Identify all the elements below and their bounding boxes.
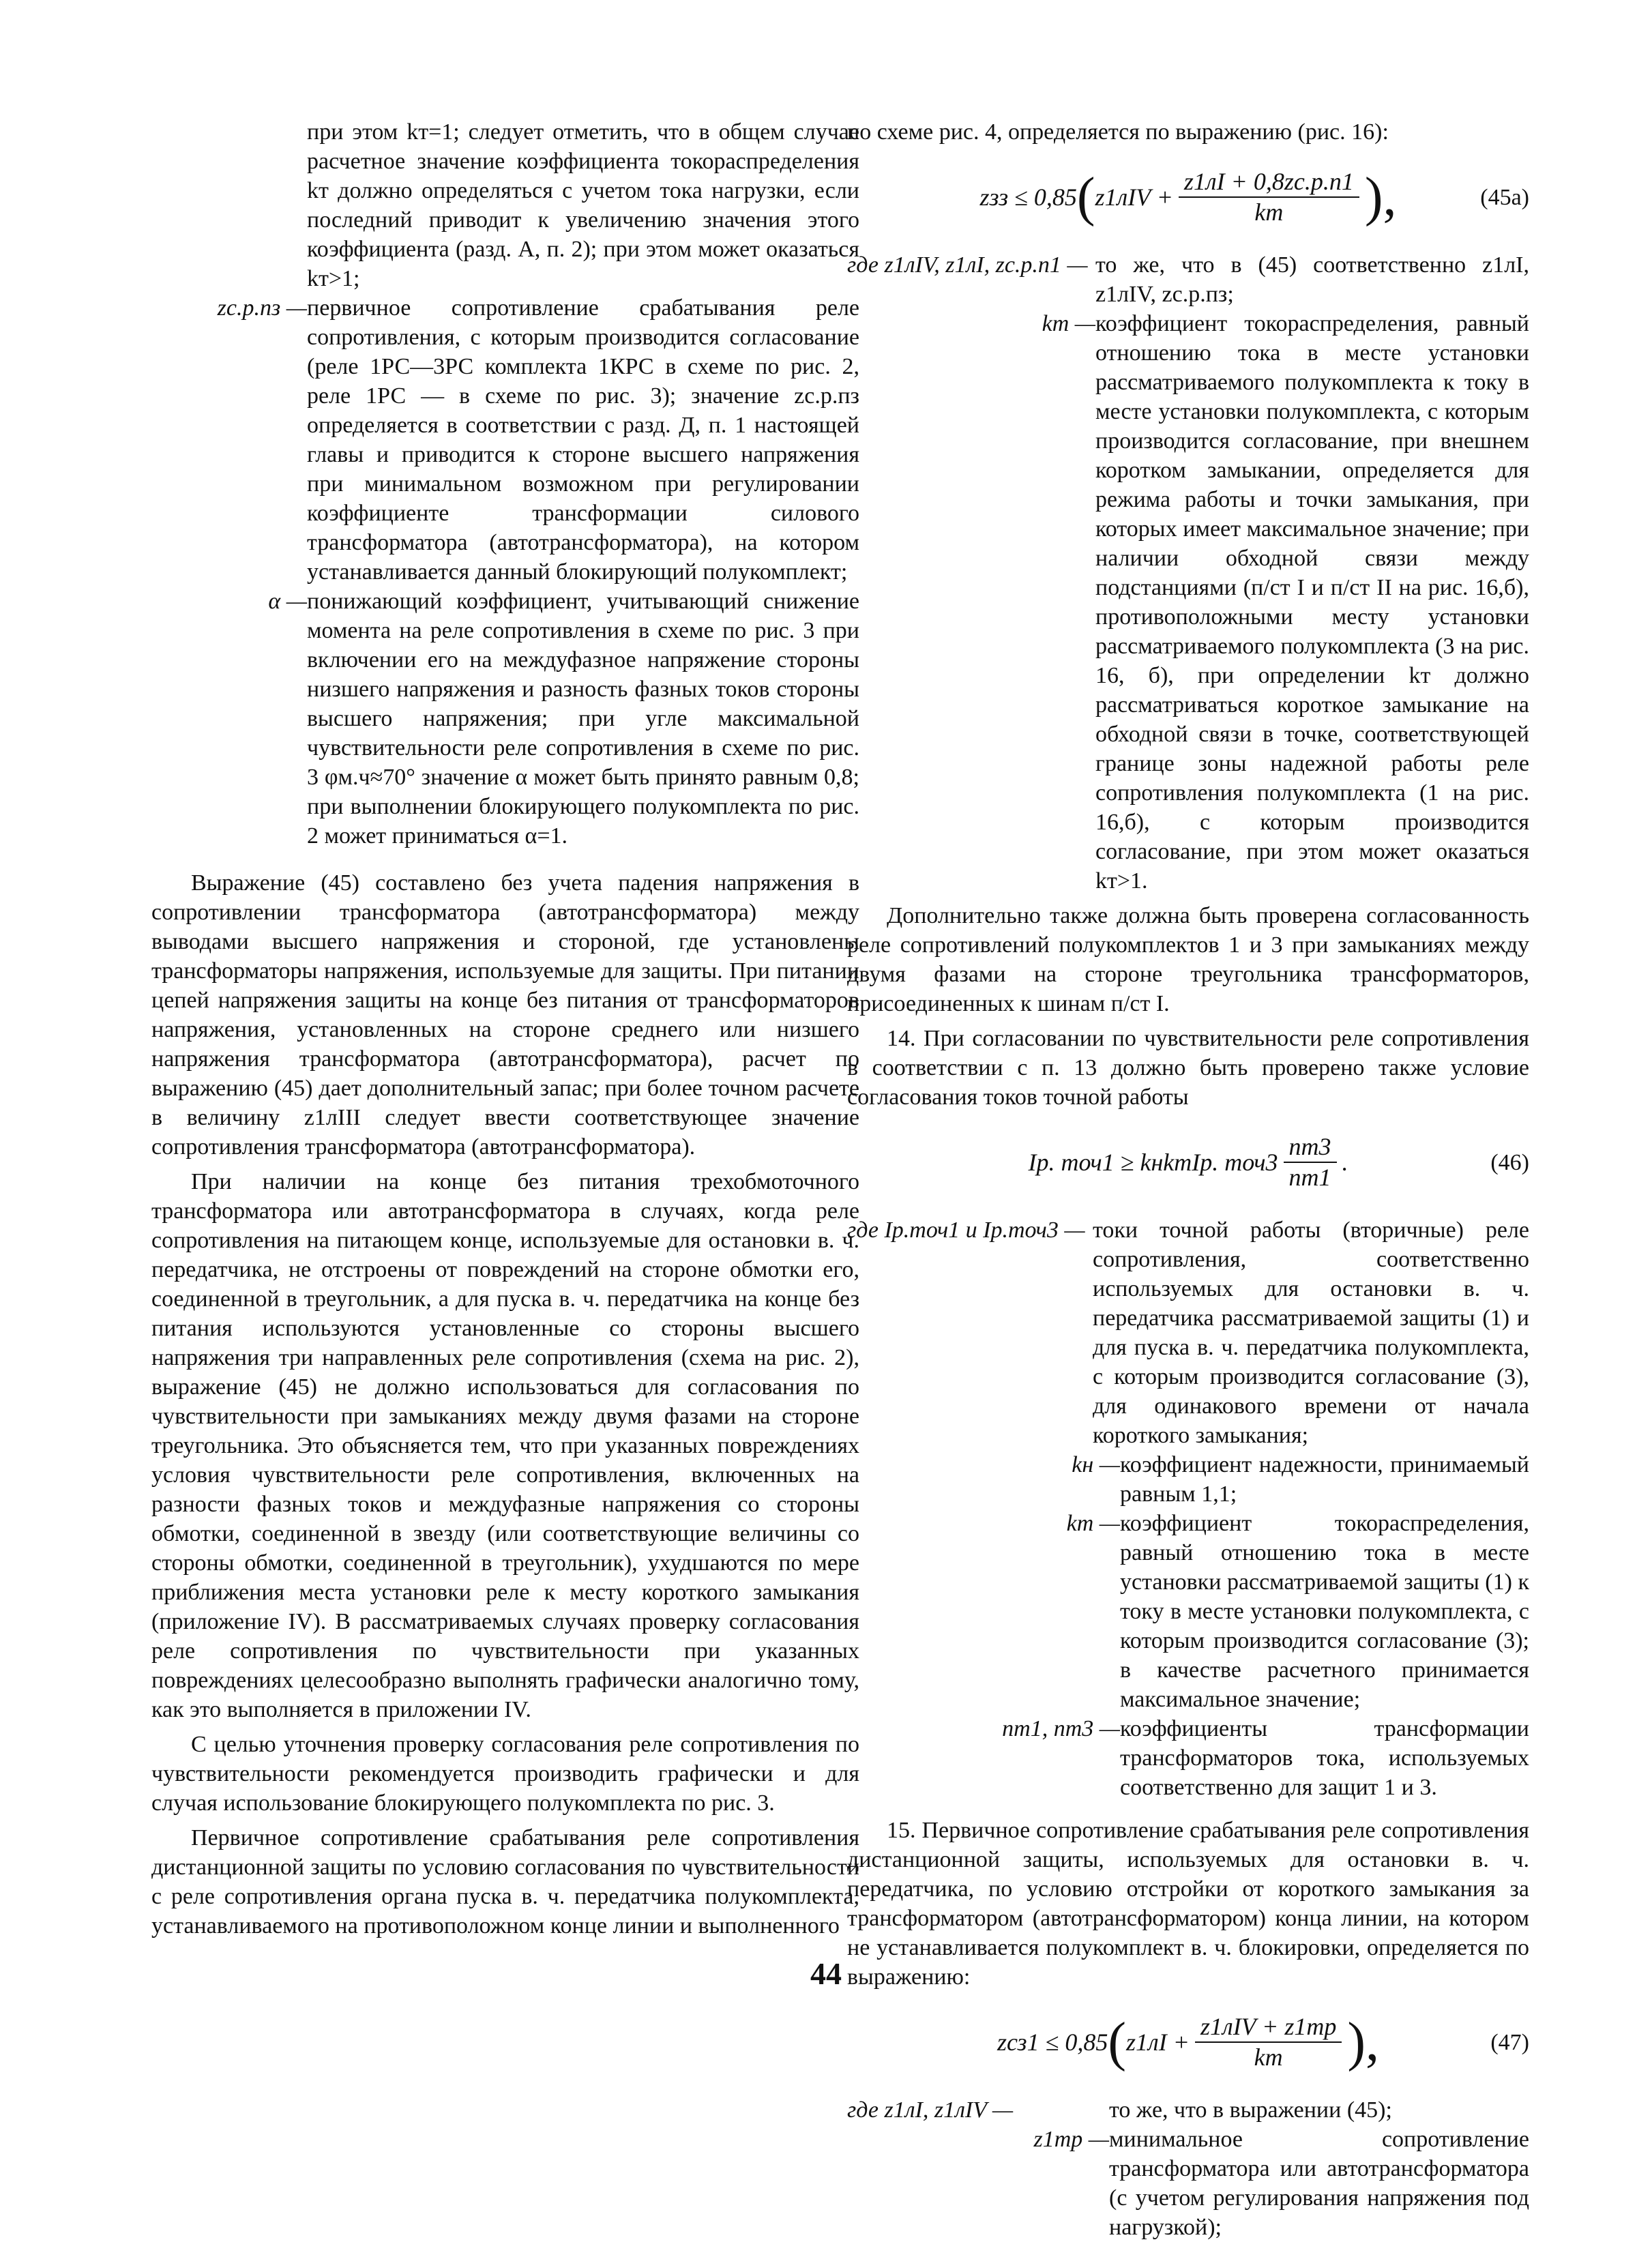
equation-number: (46) bbox=[1490, 1149, 1529, 1175]
definition-term: kт — bbox=[1066, 1511, 1120, 1536]
definition-text: первичное сопротивление срабатывания реле сопротивления, с которым производится согласование (реле 1РС—3РС комплекта 1КРС в схеме по рис. 2, реле 1РС — в схеме по рис. 3); значение zс.р.пз определяется в соответствии с разд. Д, п. 1 настоящей главы и приводится к стороне высшего напряжения при минимальном возможном при регулировании коэффициенте трансформации силового трансформатора (автотрансформатора), на котором устанавливается данный блокирующий полукомплект; bbox=[307, 295, 859, 585]
fraction bbox=[1179, 167, 1359, 227]
definition-text: коэффициент токораспределения, равный отношению тока в месте установки рассматриваемого полукомплекта к току в месте установки полукомплекта, с которым производится согласование, при внешнем коротком замыкании, определяется для режима работы и точки замыкания, при которых имеет максимальное значение; при наличии обходной связи между подстанциями (п/ст I и п/ст II на рис. 16,б), противоположными месту установки рассматриваемого полукомплекта (3 на рис. 16, б), при определении kт должно рассматриваться короткое замыкание на обходной связи в точке, соответствующей границе зоны надежной работы реле сопротивления полукомплекта (1 на рис. 16,б), с которым производится согласование, при этом может оказаться kт>1. bbox=[1095, 311, 1529, 894]
definition-text: коэффициенты трансформации трансформаторов тока, используемых соответственно для защит 1 и 3. bbox=[1120, 1716, 1529, 1800]
formula-end: . bbox=[1342, 1148, 1348, 1176]
numerator: z1лIV + z1тр bbox=[1195, 2012, 1342, 2043]
definition-term: где Iр.точ1 и Iр.точ3 — bbox=[847, 1218, 1085, 1243]
definition-term: где z1лIV, z1лI, zс.р.п1 — bbox=[847, 252, 1088, 278]
definition-text: то же, что в выражении (45); bbox=[1109, 2097, 1392, 2123]
fraction bbox=[1284, 1132, 1337, 1192]
denominator: kт bbox=[1254, 2044, 1283, 2071]
denominator: nт1 bbox=[1288, 1164, 1331, 1191]
right-column bbox=[847, 117, 1529, 2242]
paragraph: 15. Первичное сопротивление срабатывания реле сопротивления дистанционной защиты, используемых для остановки в. ч. передатчика, по условию отстройки от короткого замыкания за трансформатором (автотрансформатором) конца линии, на котором не устанавливается полукомплект в. ч. блокировки, определяется по выражению: bbox=[847, 1818, 1529, 1990]
equation-number: (47) bbox=[1490, 2029, 1529, 2055]
definition-kn bbox=[847, 1450, 1529, 1509]
definition-text: токи точной работы (вторичные) реле сопротивления, соответственно используемых для остановки в. ч. передатчика рассматриваемой защиты (1) и для пуска в. ч. передатчика полукомплекта, с которым производится согласование (3), для одинакового времени от начала короткого замыкания; bbox=[1093, 1218, 1529, 1448]
definition-where-47 bbox=[847, 2095, 1529, 2125]
right-paren: ), bbox=[1364, 167, 1397, 227]
formula-47 bbox=[847, 2001, 1529, 2083]
definition-text: то же, что в (45) соответственно z1лI, z1лIV, zс.р.пз; bbox=[1095, 252, 1529, 307]
formula-45a bbox=[847, 156, 1529, 238]
left-paren: ( bbox=[1076, 167, 1095, 227]
left-column bbox=[151, 117, 859, 1946]
definition-term: z1тр — bbox=[1033, 2127, 1109, 2152]
left-paren: ( bbox=[1108, 2012, 1126, 2072]
definition-term: kн — bbox=[1072, 1452, 1120, 1477]
page-number: 44 bbox=[810, 1956, 842, 1991]
definition-kt-2 bbox=[847, 1509, 1529, 1714]
definition-zcrpz bbox=[151, 293, 859, 587]
definition-where-46 bbox=[847, 1215, 1529, 1450]
paragraph: по схеме рис. 4, определяется по выражению (рис. 16): bbox=[847, 119, 1389, 145]
fraction bbox=[1195, 2012, 1342, 2072]
definition-alpha bbox=[151, 587, 859, 851]
definition-text: понижающий коэффициент, учитывающий снижение момента на реле сопротивления в схеме по рис. 3 при включении его на междуфазное напряжение стороны низшего напряжения и разность фазных токов стороны высшего напряжения; при угле максимальной чувствительности реле сопротивления в схеме по рис. 3 φм.ч≈70° значение α может быть принято равным 0,8; при выполнении блокирующего полукомплекта по рис. 2 может приниматься α=1. bbox=[307, 589, 859, 849]
definition-kt-continuation: при этом kт=1; следует отметить, что в общем случае расчетное значение коэффициента токораспределения kт должно определяться с учетом тока нагрузки, если последний приводит к увеличению значения этого коэффициента (разд. А, п. 2); при этом может оказаться kт>1; bbox=[307, 119, 859, 291]
numerator: z1лI + 0,8zс.р.п1 bbox=[1179, 167, 1359, 198]
definition-text: коэффициент надежности, принимаемый равным 1,1; bbox=[1120, 1452, 1529, 1507]
definition-term: zс.р.пз — bbox=[217, 295, 307, 321]
formula-term: z1лIV + bbox=[1095, 183, 1173, 211]
paragraph: Выражение (45) составлено без учета падения напряжения в сопротивлении трансформатора (автотрансформатора) между выводами высшего напряжения и стороной, где установлены трансформаторы напряжения, используемые для защиты. При питании цепей напряжения защиты на конце без питания от трансформаторов напряжения, установленных на стороне среднего или низшего напряжения трансформатора (автотрансформатора), расчет по выражению (45) дает дополнительный запас; при более точном расчете в величину z1лIII следует ввести соответствующее значение сопротивления трансформатора (автотрансформатора). bbox=[151, 870, 859, 1160]
definition-text: коэффициент токораспределения, равный отношению тока в месте установки рассматриваемой защиты (1) к току в месте установки полукомплекта, с которым производится согласование (3); в качестве расчетного принимается максимальное значение; bbox=[1120, 1511, 1529, 1712]
paragraph: При наличии на конце без питания трехобмоточного трансформатора или автотрансформатора в случаях, когда реле сопротивления на питающем конце, используемые для остановки в. ч. передатчика, не отстроены от повреждений на стороне обмотки его, соединенной в треугольник, а для пуска в. ч. передатчика на конце без питания используются установленные со стороны высшего напряжения три направленных реле сопротивления (схема на рис. 2), выражение (45) не должно использоваться для согласования по чувствительности при замыканиях между двумя фазами на стороне треугольника. Это объясняется тем, что при указанных повреждениях условия чувствительности реле сопротивления, включенных на разности фазных токов и междуфазные напряжения со стороны обмотки, соединенной в звезду (или соответствующие величины со стороны обмотки, соединенной в треугольник), ухудшаются по мере приближения места установки реле к месту короткого замыкания (приложение IV). В рассматриваемых случаях проверку согласования реле сопротивления по чувствительности при указанных повреждениях целесообразно выполнять графически аналогично тому, как это выполняется в приложении IV. bbox=[151, 1169, 859, 1722]
right-paren: ), bbox=[1347, 2012, 1379, 2072]
formula-lhs: zзз ≤ 0,85 bbox=[979, 183, 1077, 211]
formula-46 bbox=[847, 1121, 1529, 1203]
formula-term: z1лI + bbox=[1125, 2028, 1190, 2056]
definition-text: минимальное сопротивление трансформатора или автотрансформатора (с учетом регулирования напряжения под нагрузкой); bbox=[1109, 2127, 1529, 2240]
definition-ztr bbox=[847, 2125, 1529, 2242]
definition-term: kт — bbox=[1042, 311, 1095, 336]
definition-where-45a bbox=[847, 250, 1529, 309]
paragraph: 14. При согласовании по чувствительности реле сопротивления в соответствии с п. 13 должно быть проверено также условие согласования токов точной работы bbox=[847, 1026, 1529, 1110]
formula-lhs: zсз1 ≤ 0,85 bbox=[997, 2028, 1108, 2056]
numerator: nт3 bbox=[1284, 1132, 1337, 1163]
denominator: kт bbox=[1254, 198, 1284, 226]
paragraph: С целью уточнения проверку согласования реле сопротивления по чувствительности рекомендуется производить графически и для случая использование блокирующего полукомплекта по рис. 3. bbox=[151, 1732, 859, 1816]
definition-nt bbox=[847, 1714, 1529, 1802]
definition-term: где z1лI, z1лIV — bbox=[847, 2097, 1014, 2123]
formula-lhs: Iр. точ1 ≥ kнkтIр. точ3 bbox=[1028, 1148, 1278, 1176]
paragraph: Дополнительно также должна быть проверена согласованность реле сопротивлений полукомплектов 1 и 3 при замыканиях между двумя фазами на стороне треугольника трансформаторов, присоединенных к шинам п/ст I. bbox=[847, 903, 1529, 1016]
paragraph: Первичное сопротивление срабатывания реле сопротивления дистанционной защиты по условию согласования по чувствительности с реле сопротивления органа пуска в. ч. передатчика полукомплекта, устанавливаемого на противоположном конце линии и выполненного bbox=[151, 1825, 859, 1938]
definition-term: α — bbox=[268, 589, 307, 614]
equation-number: (45а) bbox=[1480, 184, 1529, 210]
definition-term: nт1, nт3 — bbox=[1002, 1716, 1120, 1741]
definition-kt bbox=[847, 309, 1529, 896]
